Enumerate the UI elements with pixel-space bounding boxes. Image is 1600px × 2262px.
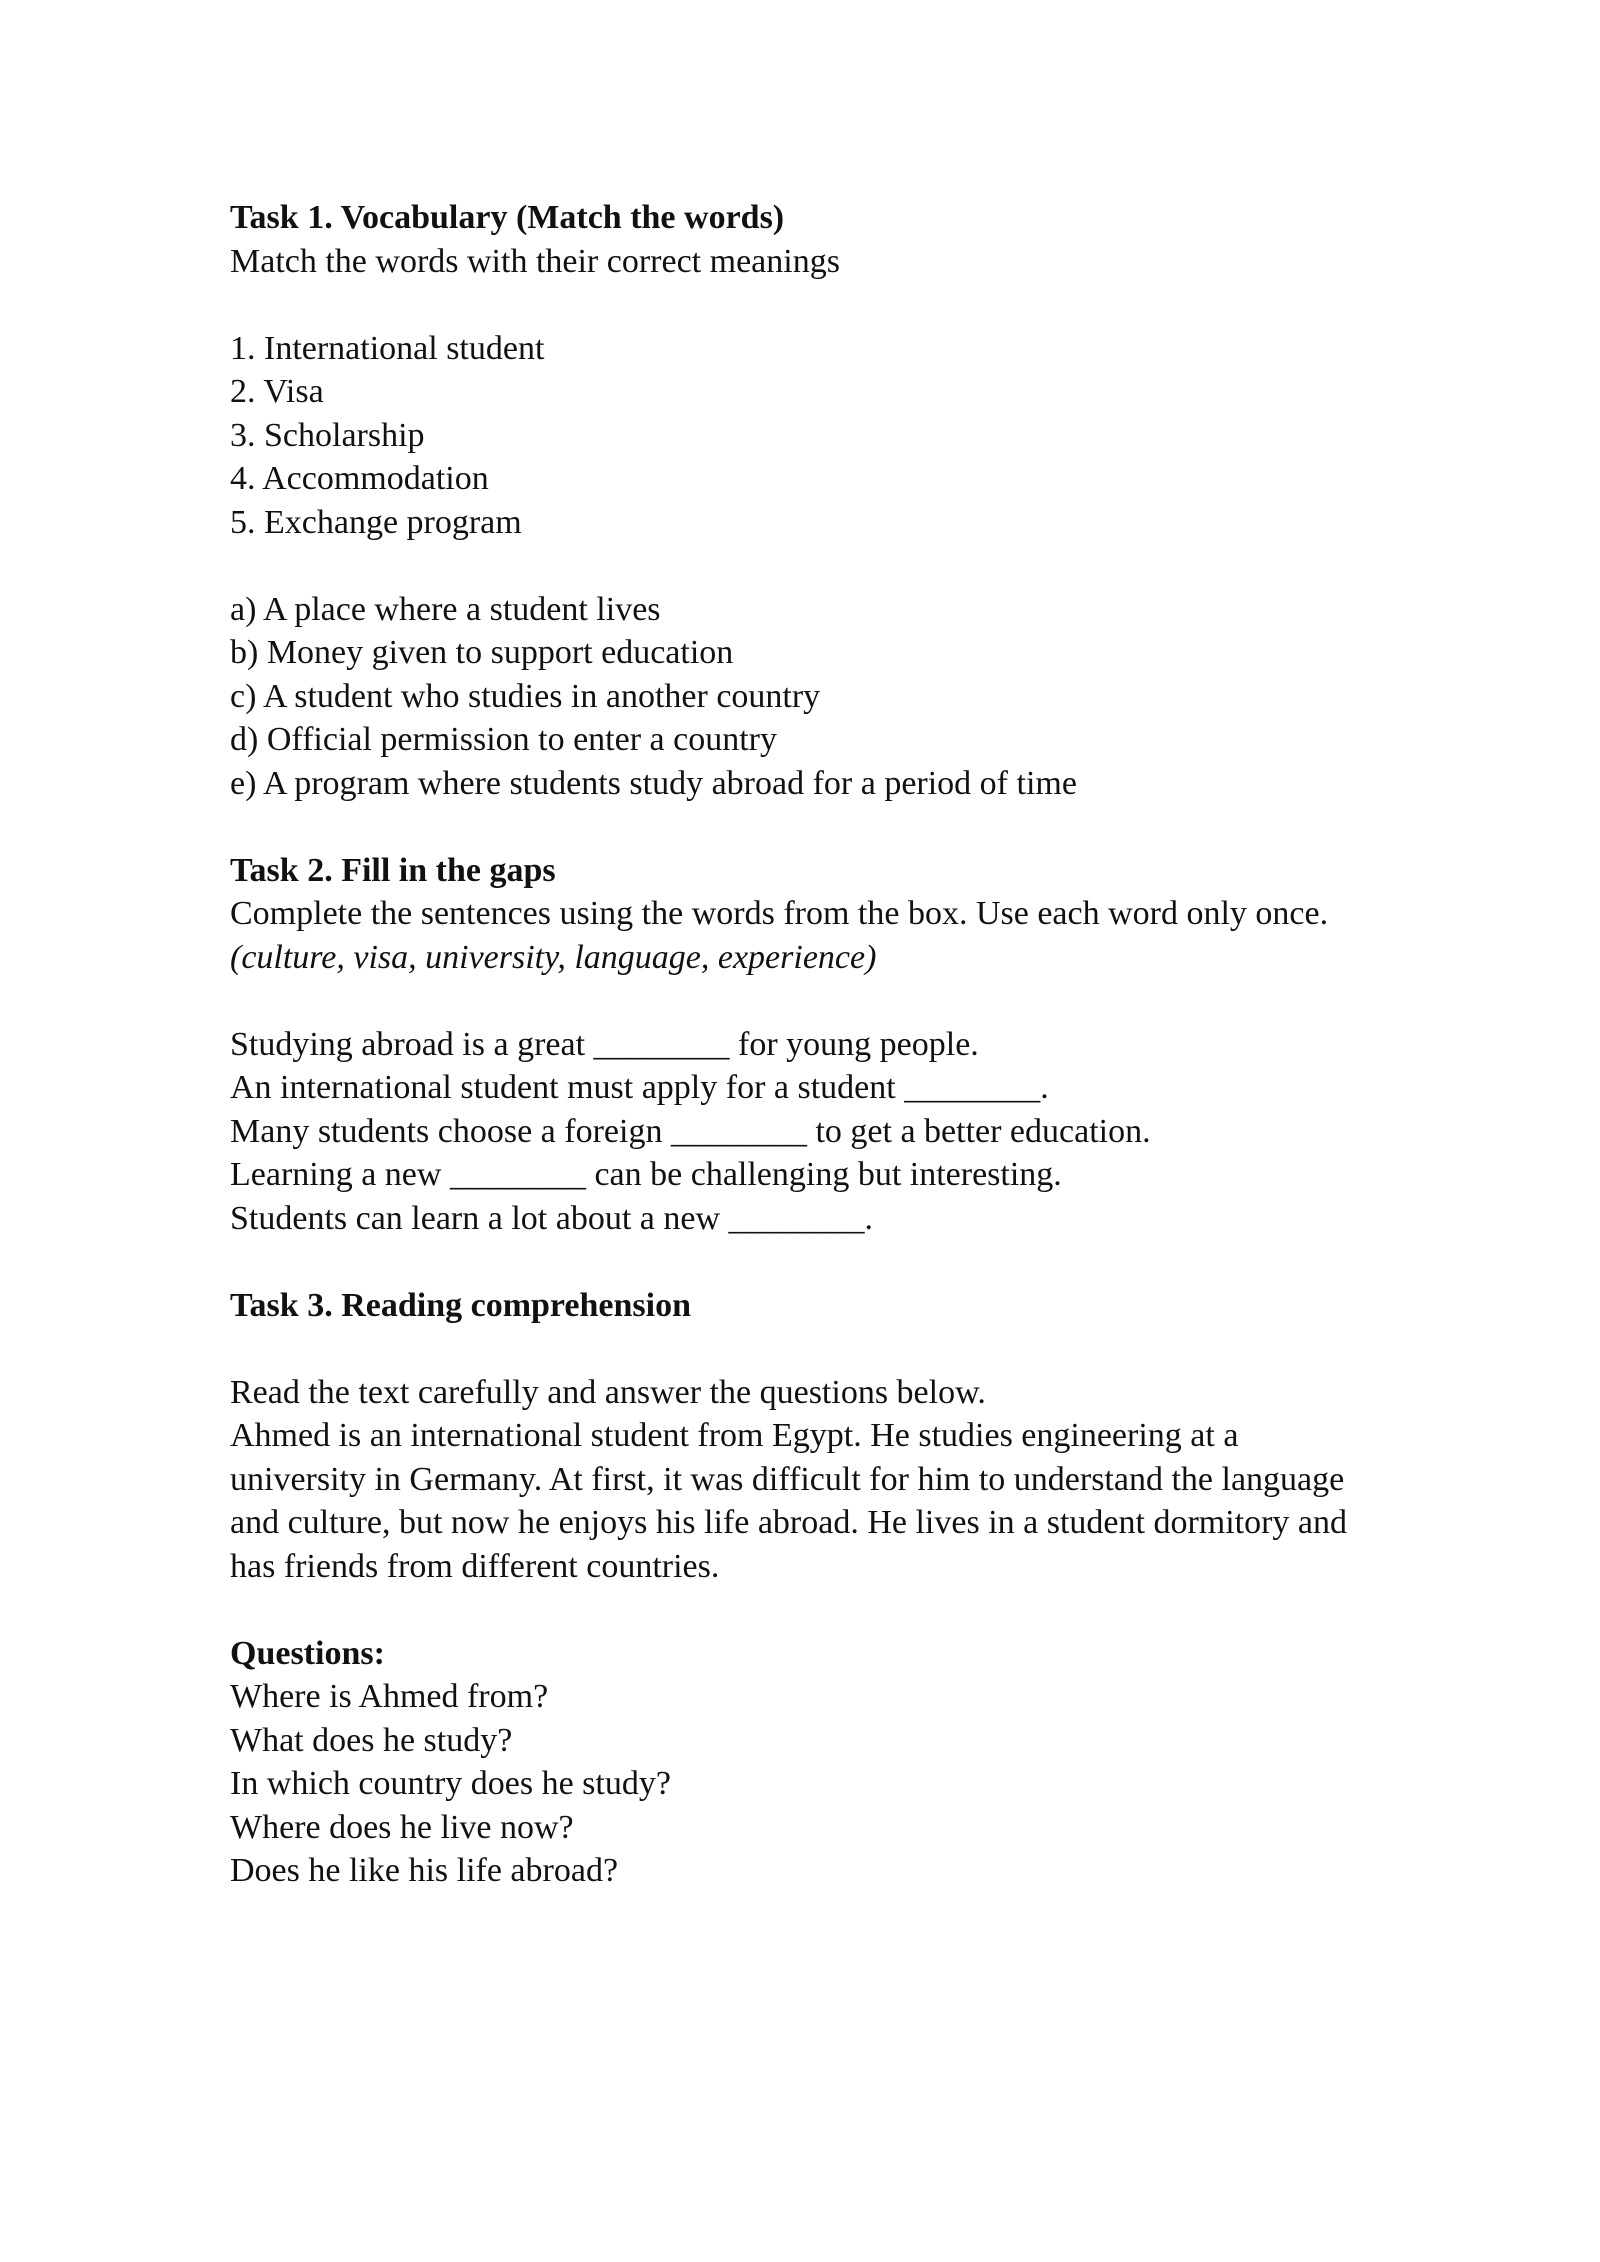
task3-heading: Task 3. Reading comprehension [230,1286,691,1324]
list-item: e) A program where students study abroad for a period of time [230,764,1077,802]
task3-instruction: Read the text carefully and answer the questions below. [230,1373,986,1411]
list-item: In which country does he study? [230,1765,671,1802]
task2-instruction: Complete the sentences using the words from the box. Use each word only once. [230,895,1329,932]
spacer [230,283,1530,327]
list-item: What does he study? [230,1721,513,1759]
spacer [230,1327,1530,1371]
task3-question-list [230,1675,1530,1893]
spacer [230,979,1530,1023]
list-item: An international student must apply for a student ________. [230,1069,1049,1106]
questions-heading: Questions: [230,1634,385,1672]
list-item: Learning a new ________ can be challenging but interesting. [230,1156,1062,1193]
spacer [230,1588,1530,1632]
task3-reading-text [230,1414,1530,1588]
spacer [230,1240,1530,1284]
text-line: and culture, but now he enjoys his life abroad. He lives in a student dormitory and [230,1504,1348,1541]
list-item: 1. International student [230,329,545,367]
list-item: 3. Scholarship [230,416,425,454]
list-item: Studying abroad is a great ________ for young people. [230,1025,979,1063]
list-item: b) Money given to support education [230,634,734,671]
list-item: a) A place where a student lives [230,590,661,628]
list-item: c) A student who studies in another country [230,677,821,715]
task2-heading: Task 2. Fill in the gaps [230,851,556,889]
text-line: university in Germany. At first, it was difficult for him to understand the language [230,1460,1345,1498]
list-item: 2. Visa [230,373,324,410]
task2-sentence-list [230,1023,1530,1241]
task1-word-list [230,327,1530,545]
list-item: Students can learn a lot about a new ________. [230,1199,874,1237]
text-line: has friends from different countries. [230,1547,720,1585]
worksheet-page [230,196,1530,1893]
task1-meaning-list [230,588,1530,806]
list-item: Where does he live now? [230,1808,574,1846]
spacer [230,544,1530,588]
task1-instruction: Match the words with their correct meanings [230,242,840,280]
list-item: 4. Accommodation [230,460,489,497]
spacer [230,805,1530,849]
list-item: Does he like his life abroad? [230,1852,619,1889]
list-item: 5. Exchange program [230,503,522,541]
task2-word-box: (culture, visa, university, language, experience) [230,938,877,976]
list-item: Many students choose a foreign ________ to get a better education. [230,1112,1151,1150]
text-line: Ahmed is an international student from Egypt. He studies engineering at a [230,1417,1239,1454]
list-item: d) Official permission to enter a country [230,721,777,758]
list-item: Where is Ahmed from? [230,1678,549,1715]
task1-heading: Task 1. Vocabulary (Match the words) [230,199,785,236]
